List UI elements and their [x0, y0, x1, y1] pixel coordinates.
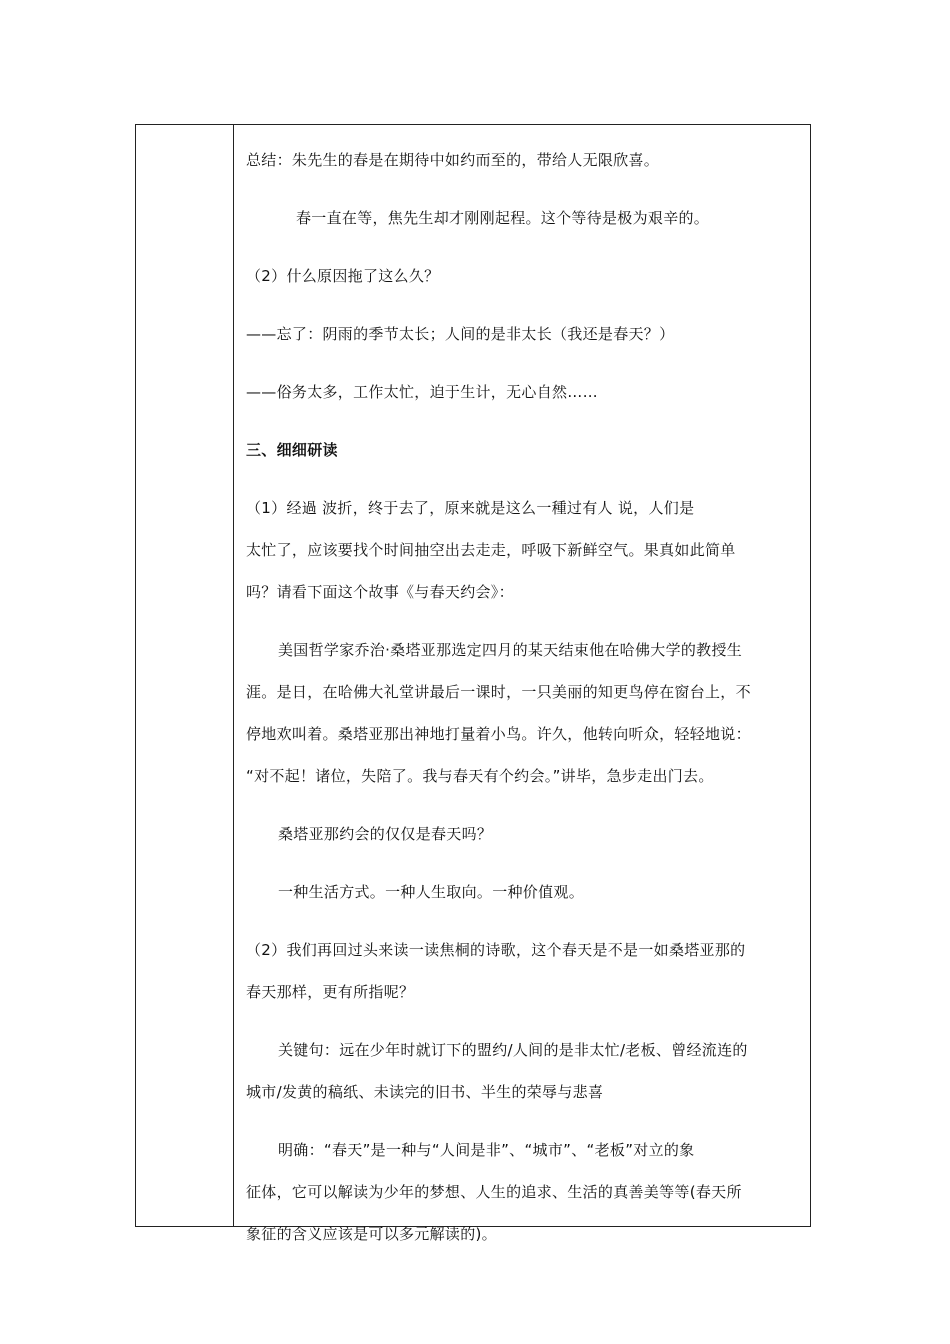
- paragraph-1-line-1: （1）经過 波折，终于去了，原来就是这么一種过有人 说，人们是: [246, 499, 695, 517]
- key-sentences-line-1: 关键句：远在少年时就订下的盟约/人间的是非太忙/老板、曾经流连的: [278, 1041, 748, 1059]
- paragraph-1-line-2: 太忙了，应该要找个时间抽空出去走走，呼吸下新鲜空气。果真如此简单: [246, 541, 736, 559]
- clarification-line-1: 明确：“春天”是一种与“人间是非”、“城市”、“老板”对立的象: [278, 1141, 695, 1159]
- paragraph-2-line-1: （2）我们再回过头来读一读焦桐的诗歌，这个春天是不是一如桑塔亚那的: [246, 941, 746, 959]
- story-line-2: 涯。是日，在哈佛大礼堂讲最后一课时，一只美丽的知更鸟停在窗台上，不: [246, 683, 751, 701]
- table-left-column: [136, 125, 234, 1226]
- answer-2: ——俗务太多，工作太忙，迫于生计，无心自然……: [246, 383, 598, 401]
- key-sentences-line-2: 城市/发黄的稿纸、未读完的旧书、半生的荣辱与悲喜: [246, 1083, 604, 1101]
- answer-1: ——忘了：阴雨的季节太长；人间的是非太长（我还是春天？）: [246, 325, 675, 343]
- section-heading: 三、细细研读: [246, 441, 338, 459]
- summary-text: 总结：朱先生的春是在期待中如约而至的，带给人无限欣喜。: [246, 151, 660, 169]
- story-line-3: 停地欢叫着。桑塔亚那出神地打量着小鸟。许久，他转向听众，轻轻地说：: [246, 725, 751, 743]
- story-line-4: “对不起！诸位，失陪了。我与春天有个约会。”讲毕，急步走出门去。: [246, 767, 714, 785]
- lesson-table: [135, 124, 811, 1227]
- paragraph-2-line-2: 春天那样，更有所指呢？: [246, 983, 415, 1001]
- clarification-line-2: 征体，它可以解读为少年的梦想、人生的追求、生活的真善美等等(春天所: [246, 1183, 742, 1201]
- clarification-line-3: 象征的含义应该是可以多元解读的)。: [246, 1225, 497, 1243]
- date-answer: 一种生活方式。一种人生取向。一种价值观。: [278, 883, 585, 901]
- story-line-1: 美国哲学家乔治·桑塔亚那选定四月的某天结束他在哈佛大学的教授生: [278, 641, 743, 659]
- waiting-text: 春一直在等，焦先生却才刚刚起程。这个等待是极为艰辛的。: [296, 209, 710, 227]
- date-question: 桑塔亚那约会的仅仅是春天吗？: [278, 825, 493, 843]
- paragraph-1-line-3: 吗？请看下面这个故事《与春天约会》：: [246, 583, 514, 601]
- question-2: （2）什么原因拖了这么久？: [246, 267, 440, 285]
